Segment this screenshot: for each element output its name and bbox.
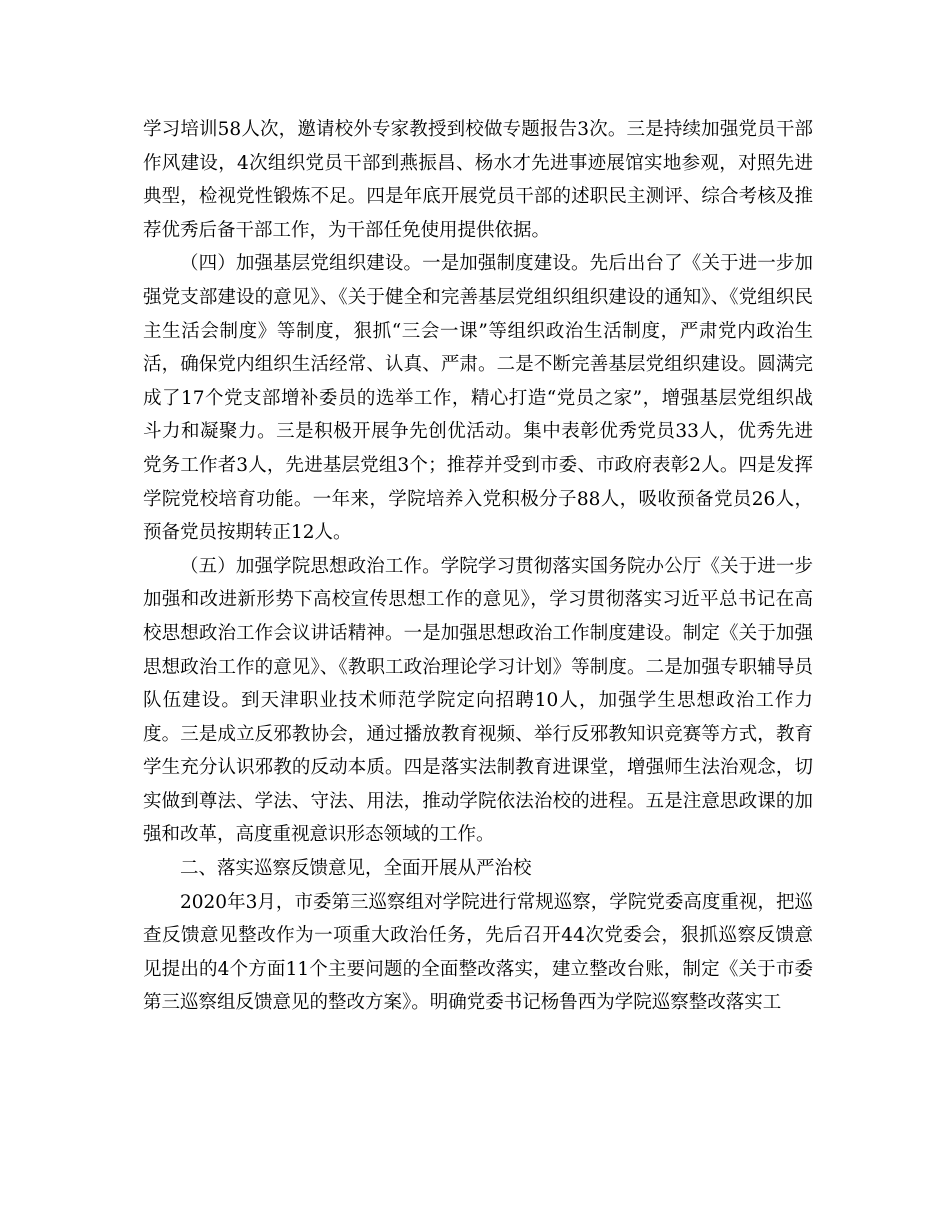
section-heading: 二、落实巡察反馈意见，全面开展从严治校 bbox=[180, 858, 532, 880]
paragraph-3: （五）加强学院思想政治工作。学院学习贯彻落实国务院办公厅《关于进一步加强和改进新形势下高校宣传思想工作的意见》，学习贯彻落实习近平总书记在高校思想政治工作会议讲话精神。一是加强思想政治工作制度建设。制定《关于加强思想政治工作的意见》、《教职工政治理论学习计划》等制度。二是加强专职辅导员队伍建设。到天津职业技术师范学院定向招聘10人，加强学生思想政治工作力度。三是成立反邪教协会，通过播放教育视频、举行反邪教知识竞赛等方式，教育学生充分认识邪教的反动本质。四是落实法制教育进课堂，增强师生法治观念，切实做到尊法、学法、守法、用法，推动学院依法治校的进程。五是注意思政课的加强和改革，高度重视意识形态领域的工作。 bbox=[143, 555, 813, 846]
paragraph-1: 学习培训58人次，邀请校外专家教授到校做专题报告3次。三是持续加强党员干部作风建设，4次组织党员干部到燕振昌、杨水才先进事迹展馆实地参观，对照先进典型，检视党性锻炼不足。四是年底开展党员干部的述职民主测评、综合考核及推荐优秀后备干部工作，为干部任免使用提供依据。 bbox=[143, 119, 813, 241]
paragraph-4: 2020年3月，市委第三巡察组对学院进行常规巡察，学院党委高度重视，把巡查反馈意见整改作为一项重大政治任务，先后召开44次党委会，狠抓巡察反馈意见提出的4个方面11个主要问题的全面整改落实，建立整改台账，制定《关于市委第三巡察组反馈意见的整改方案》。明确党委书记杨鲁西为学院巡察整改落实工 bbox=[143, 891, 813, 1014]
paragraph-2: （四）加强基层党组织建设。一是加强制度建设。先后出台了《关于进一步加强党支部建设的意见》、《关于健全和完善基层党组织组织建设的通知》、《党组织民主生活会制度》等制度，狠抓“三会一课”等组织政治生活制度，严肃党内政治生活，确保党内组织生活经常、认真、严肃。二是不断完善基层党组织建设。圆满完成了17个党支部增补委员的选举工作，精心打造“党员之家”，增强基层党组织战斗力和凝聚力。三是积极开展争先创优活动。集中表彰优秀党员33人，优秀先进党务工作者3人，先进基层党组3个；推荐并受到市委、市政府表彰2人。四是发挥学院党校培育功能。一年来，学院培养入党积极分子88人，吸收预备党员26人，预备党员按期转正12人。 bbox=[143, 253, 813, 544]
document-body bbox=[143, 113, 813, 1020]
